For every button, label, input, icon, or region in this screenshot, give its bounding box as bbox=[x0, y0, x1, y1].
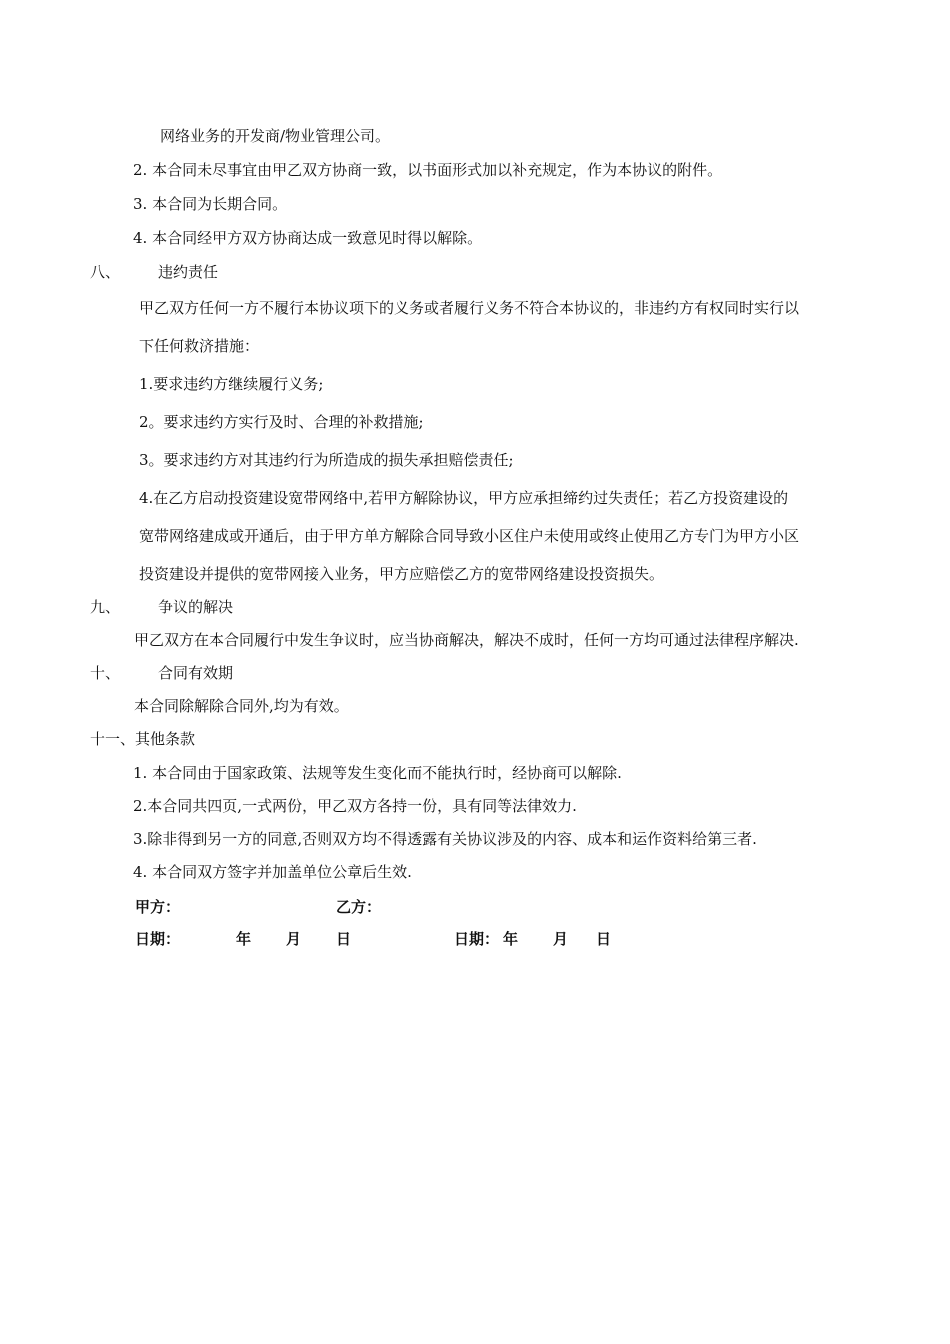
section-number: 九、 bbox=[90, 598, 121, 616]
paragraph-line: 本合同除解除合同外,均为有效。 bbox=[134, 697, 349, 715]
section-title: 争议的解决 bbox=[158, 598, 234, 616]
section-number: 八、 bbox=[90, 263, 121, 281]
section-heading-8 bbox=[90, 262, 390, 282]
clause-item: 1. 本合同由于国家政策、法规等发生变化而不能执行时，经协商可以解除. bbox=[133, 764, 622, 782]
year-label-a: 年 bbox=[236, 930, 252, 948]
clause-item: 2.本合同共四页,一式两份，甲乙双方各持一份，具有同等法律效力. bbox=[133, 797, 577, 815]
section-title: 违约责任 bbox=[158, 263, 219, 281]
paragraph-line: 甲乙双方在本合同履行中发生争议时，应当协商解决，解决不成时，任何一方均可通过法律程序解决. bbox=[134, 631, 799, 649]
party-a-label: 甲方： bbox=[135, 898, 181, 916]
clause-item: 4. 本合同经甲方双方协商达成一致意见时得以解除。 bbox=[133, 229, 483, 247]
clause-item: 3. 本合同为长期合同。 bbox=[133, 195, 288, 213]
day-label-a: 日 bbox=[336, 930, 352, 948]
year-label-b: 年 bbox=[503, 930, 519, 948]
remedy-item: 1.要求违约方继续履行义务; bbox=[139, 375, 324, 393]
month-label-a: 月 bbox=[286, 930, 302, 948]
remedy-item: 2。要求违约方实行及时、合理的补救措施; bbox=[139, 413, 424, 431]
section-number: 十、 bbox=[90, 664, 121, 682]
month-label-b: 月 bbox=[553, 930, 569, 948]
section-heading-11: 十一、其他条款 bbox=[90, 730, 196, 748]
section-heading-10 bbox=[90, 663, 390, 683]
paragraph-line: 甲乙双方任何一方不履行本协议项下的义务或者履行义务不符合本协议的，非违约方有权同时实行以 bbox=[139, 299, 800, 317]
remedy-item-continued: 投资建设并提供的宽带网接入业务，甲方应赔偿乙方的宽带网络建设投资损失。 bbox=[139, 565, 665, 583]
continuation-text: 网络业务的开发商/物业管理公司。 bbox=[160, 127, 391, 145]
day-label-b: 日 bbox=[596, 930, 612, 948]
remedy-item: 3。要求违约方对其违约行为所造成的损失承担赔偿责任; bbox=[139, 451, 514, 469]
section-title: 合同有效期 bbox=[158, 664, 234, 682]
date-label-a: 日期： bbox=[135, 930, 181, 948]
paragraph-line: 下任何救济措施： bbox=[139, 337, 260, 355]
party-b-label: 乙方： bbox=[336, 898, 382, 916]
date-label-b: 日期： bbox=[454, 930, 500, 948]
clause-item: 4. 本合同双方签字并加盖单位公章后生效. bbox=[133, 863, 412, 881]
clause-item: 3.除非得到另一方的同意,否则双方均不得透露有关协议涉及的内容、成本和运作资料给第三者. bbox=[133, 830, 757, 848]
remedy-item-continued: 宽带网络建成或开通后，由于甲方单方解除合同导致小区住户未使用或终止使用乙方专门为甲方小区 bbox=[139, 527, 800, 545]
section-heading-9 bbox=[90, 597, 390, 617]
clause-item: 2. 本合同未尽事宜由甲乙双方协商一致，以书面形式加以补充规定，作为本协议的附件。 bbox=[133, 161, 723, 179]
remedy-item: 4.在乙方启动投资建设宽带网络中,若甲方解除协议，甲方应承担缔约过失责任；若乙方投资建设的 bbox=[139, 489, 789, 507]
